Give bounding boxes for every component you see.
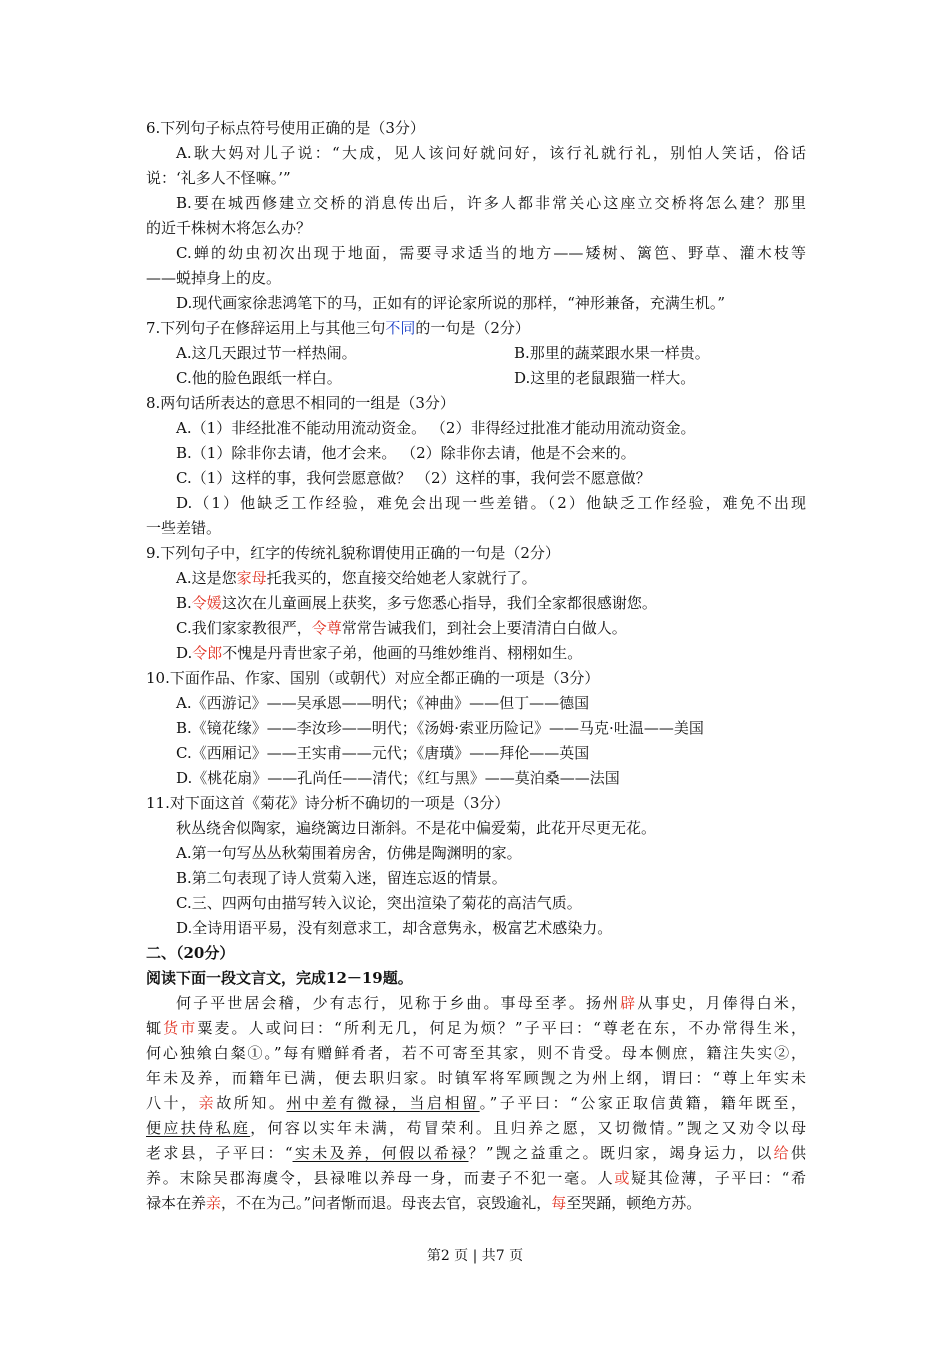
q11-option-d: D.全诗用语平易，没有刻意求工，却含意隽永，极富艺术感染力。 xyxy=(176,919,613,937)
q11-poem: 秋丛绕舍似陶家，遍绕篱边日渐斜。不是花中偏爱菊，此花开尽更无花。 xyxy=(176,819,657,837)
q7-option-a: A.这几天跟过节一样热闹。 xyxy=(176,344,357,362)
underlined-phrase: 实未及养，何假以希禄 xyxy=(292,1144,469,1162)
q6-option-c: C.蝉的幼虫初次出现于地面，需要寻求适当的地方——矮树、篱笆、野草、灌木枝等 xyxy=(176,244,806,262)
q6-option-a-cont: 说：‘礼多人不怪嘛。’” xyxy=(146,169,291,187)
q9-option-a: A.这是您家母托我买的，您直接交给她老人家就行了。 xyxy=(176,569,537,587)
q6-option-b-cont: 的近千株树木将怎么办？ xyxy=(146,219,312,237)
exam-page xyxy=(146,116,806,1216)
question-7-stem: 7.下列句子在修辞运用上与其他三句不同的一句是（2分） xyxy=(146,319,530,337)
passage-line-9: 禄本在养亲，不在为己。”问者惭而退。母丧去官，哀毁逾礼，每至哭踊，顿绝方苏。 xyxy=(146,1194,702,1212)
underlined-phrase: 便应扶侍私庭 xyxy=(146,1119,251,1137)
question-11-stem: 11.对下面这首《菊花》诗分析不确切的一项是（3分） xyxy=(146,794,510,812)
q8-option-a: A.（1）非经批准不能动用流动资金。 （2）非得经过批准才能动用流动资金。 xyxy=(176,419,696,437)
red-term: 货市 xyxy=(163,1019,198,1037)
red-term: 令郎 xyxy=(192,644,223,662)
passage-line-5: 八十，亲故所知。州中差有微禄，当启相留。”子平曰：“公家正取信黄籍，籍年既至， xyxy=(146,1094,806,1112)
passage-line-3: 何心独飨白粲①。”每有赠鲜肴者，若不可寄至其家，则不肯受。母本侧庶，籍注失实②， xyxy=(146,1044,806,1062)
red-term: 令尊 xyxy=(311,619,342,637)
q9-option-c: C.我们家家教很严，令尊常常告诫我们，到社会上要清清白白做人。 xyxy=(176,619,627,637)
q7-option-c: C.他的脸色跟纸一样白。 xyxy=(176,369,342,387)
red-term: 令媛 xyxy=(191,594,222,612)
passage-line-1: 何子平世居会稽，少有志行，见称于乡曲。事母至孝。扬州辟从事史，月俸得白米， xyxy=(176,994,806,1012)
q7-option-b: B.那里的蔬菜跟水果一样贵。 xyxy=(514,344,710,362)
q9-option-d: D.令郎不愧是丹青世家子弟，他画的马维妙维肖、栩栩如生。 xyxy=(176,644,583,662)
question-10-stem: 10.下面作品、作家、国别（或朝代）对应全都正确的一项是（3分） xyxy=(146,669,600,687)
q11-option-a: A.第一句写丛丛秋菊围着房舍，仿佛是陶渊明的家。 xyxy=(176,844,522,862)
red-term: 亲 xyxy=(198,1094,217,1112)
section-2-instruction: 阅读下面一段文言文，完成12－19题。 xyxy=(146,969,413,987)
passage-line-7: 老求县，子平曰：“实未及养，何假以希禄？”觊之益重之。既归家，竭身运力，以给供 xyxy=(146,1144,806,1162)
q8-option-c: C.（1）这样的事，我何尝愿意做？ （2）这样的事，我何尝不愿意做？ xyxy=(176,469,651,487)
q6-option-b: B.要在城西修建立交桥的消息传出后，许多人都非常关心这座立交桥将怎么建？那里 xyxy=(176,194,806,212)
section-2-title: 二、（20分） xyxy=(146,944,235,962)
q10-option-c: C.《西厢记》——王实甫——元代；《唐璜》——拜伦——英国 xyxy=(176,744,590,762)
q9-option-b: B.令媛这次在儿童画展上获奖，多亏您悉心指导，我们全家都很感谢您。 xyxy=(176,594,657,612)
passage-line-4: 年未及养，而籍年已满，便去职归家。时镇军将军顾觊之为州上纲，谓曰：“尊上年实未 xyxy=(146,1069,806,1087)
q8-option-d: D.（1）他缺乏工作经验，难免会出现一些差错。（2）他缺乏工作经验，难免不出现 xyxy=(176,494,806,512)
q10-option-b: B.《镜花缘》——李汝珍——明代；《汤姆·索亚历险记》——马克·吐温——美国 xyxy=(176,719,704,737)
q6-option-d: D.现代画家徐悲鸿笔下的马，正如有的评论家所说的那样，“神形兼备，充满生机。” xyxy=(176,294,726,312)
q7-option-d: D.这里的老鼠跟猫一样大。 xyxy=(514,369,696,387)
underlined-phrase: 州中差有微禄，当启相留 xyxy=(286,1094,480,1112)
passage-line-2: 辄货市粟麦。人或问曰：“所利无几，何足为烦？”子平曰：“尊老在东，不办常得生米， xyxy=(146,1019,806,1037)
red-term: 亲 xyxy=(206,1194,222,1212)
q8-option-d-cont: 一些差错。 xyxy=(146,519,222,537)
passage-line-6: 便应扶侍私庭，何容以实年未满，苟冒荣利。且归养之愿，又切微情。”觊之又劝令以母 xyxy=(146,1119,806,1137)
q6-option-a: A.耿大妈对儿子说：“大成，见人该问好就问好，该行礼就行礼，别怕人笑话，俗话 xyxy=(176,144,806,162)
red-term: 或 xyxy=(614,1169,632,1187)
red-term: 每 xyxy=(551,1194,567,1212)
q7-options-row-1 xyxy=(146,341,806,366)
q6-option-c-cont: ——蜕掉身上的皮。 xyxy=(146,269,282,287)
q8-option-b: B.（1）除非你去请，他才会来。 （2）除非你去请，他是不会来的。 xyxy=(176,444,636,462)
q10-option-d: D.《桃花扇》——孔尚任——清代；《红与黑》——莫泊桑——法国 xyxy=(176,769,620,787)
question-9-stem: 9.下列句子中，红字的传统礼貌称谓使用正确的一句是（2分） xyxy=(146,544,560,562)
q11-option-c: C.三、四两句由描写转入议论，突出渲染了菊花的高洁气质。 xyxy=(176,894,582,912)
passage-line-8: 养。末除吴郡海虞令，县禄唯以养母一身，而妻子不犯一毫。人或疑其俭薄，子平曰：“希 xyxy=(146,1169,806,1187)
red-term: 家母 xyxy=(236,569,267,587)
q10-option-a: A.《西游记》——吴承恩——明代；《神曲》——但丁——德国 xyxy=(176,694,590,712)
red-term: 给 xyxy=(773,1144,791,1162)
q7-options-row-2 xyxy=(146,366,806,391)
question-8-stem: 8.两句话所表达的意思不相同的一组是（3分） xyxy=(146,394,455,412)
red-term: 辟 xyxy=(620,994,638,1012)
highlight-word: 不同 xyxy=(385,319,416,337)
question-6-stem: 6.下列句子标点符号使用正确的是（3分） xyxy=(146,119,425,137)
q11-option-b: B.第二句表现了诗人赏菊入迷，留连忘返的情景。 xyxy=(176,869,507,887)
page-footer: 第2 页 | 共7 页 xyxy=(426,1248,524,1264)
